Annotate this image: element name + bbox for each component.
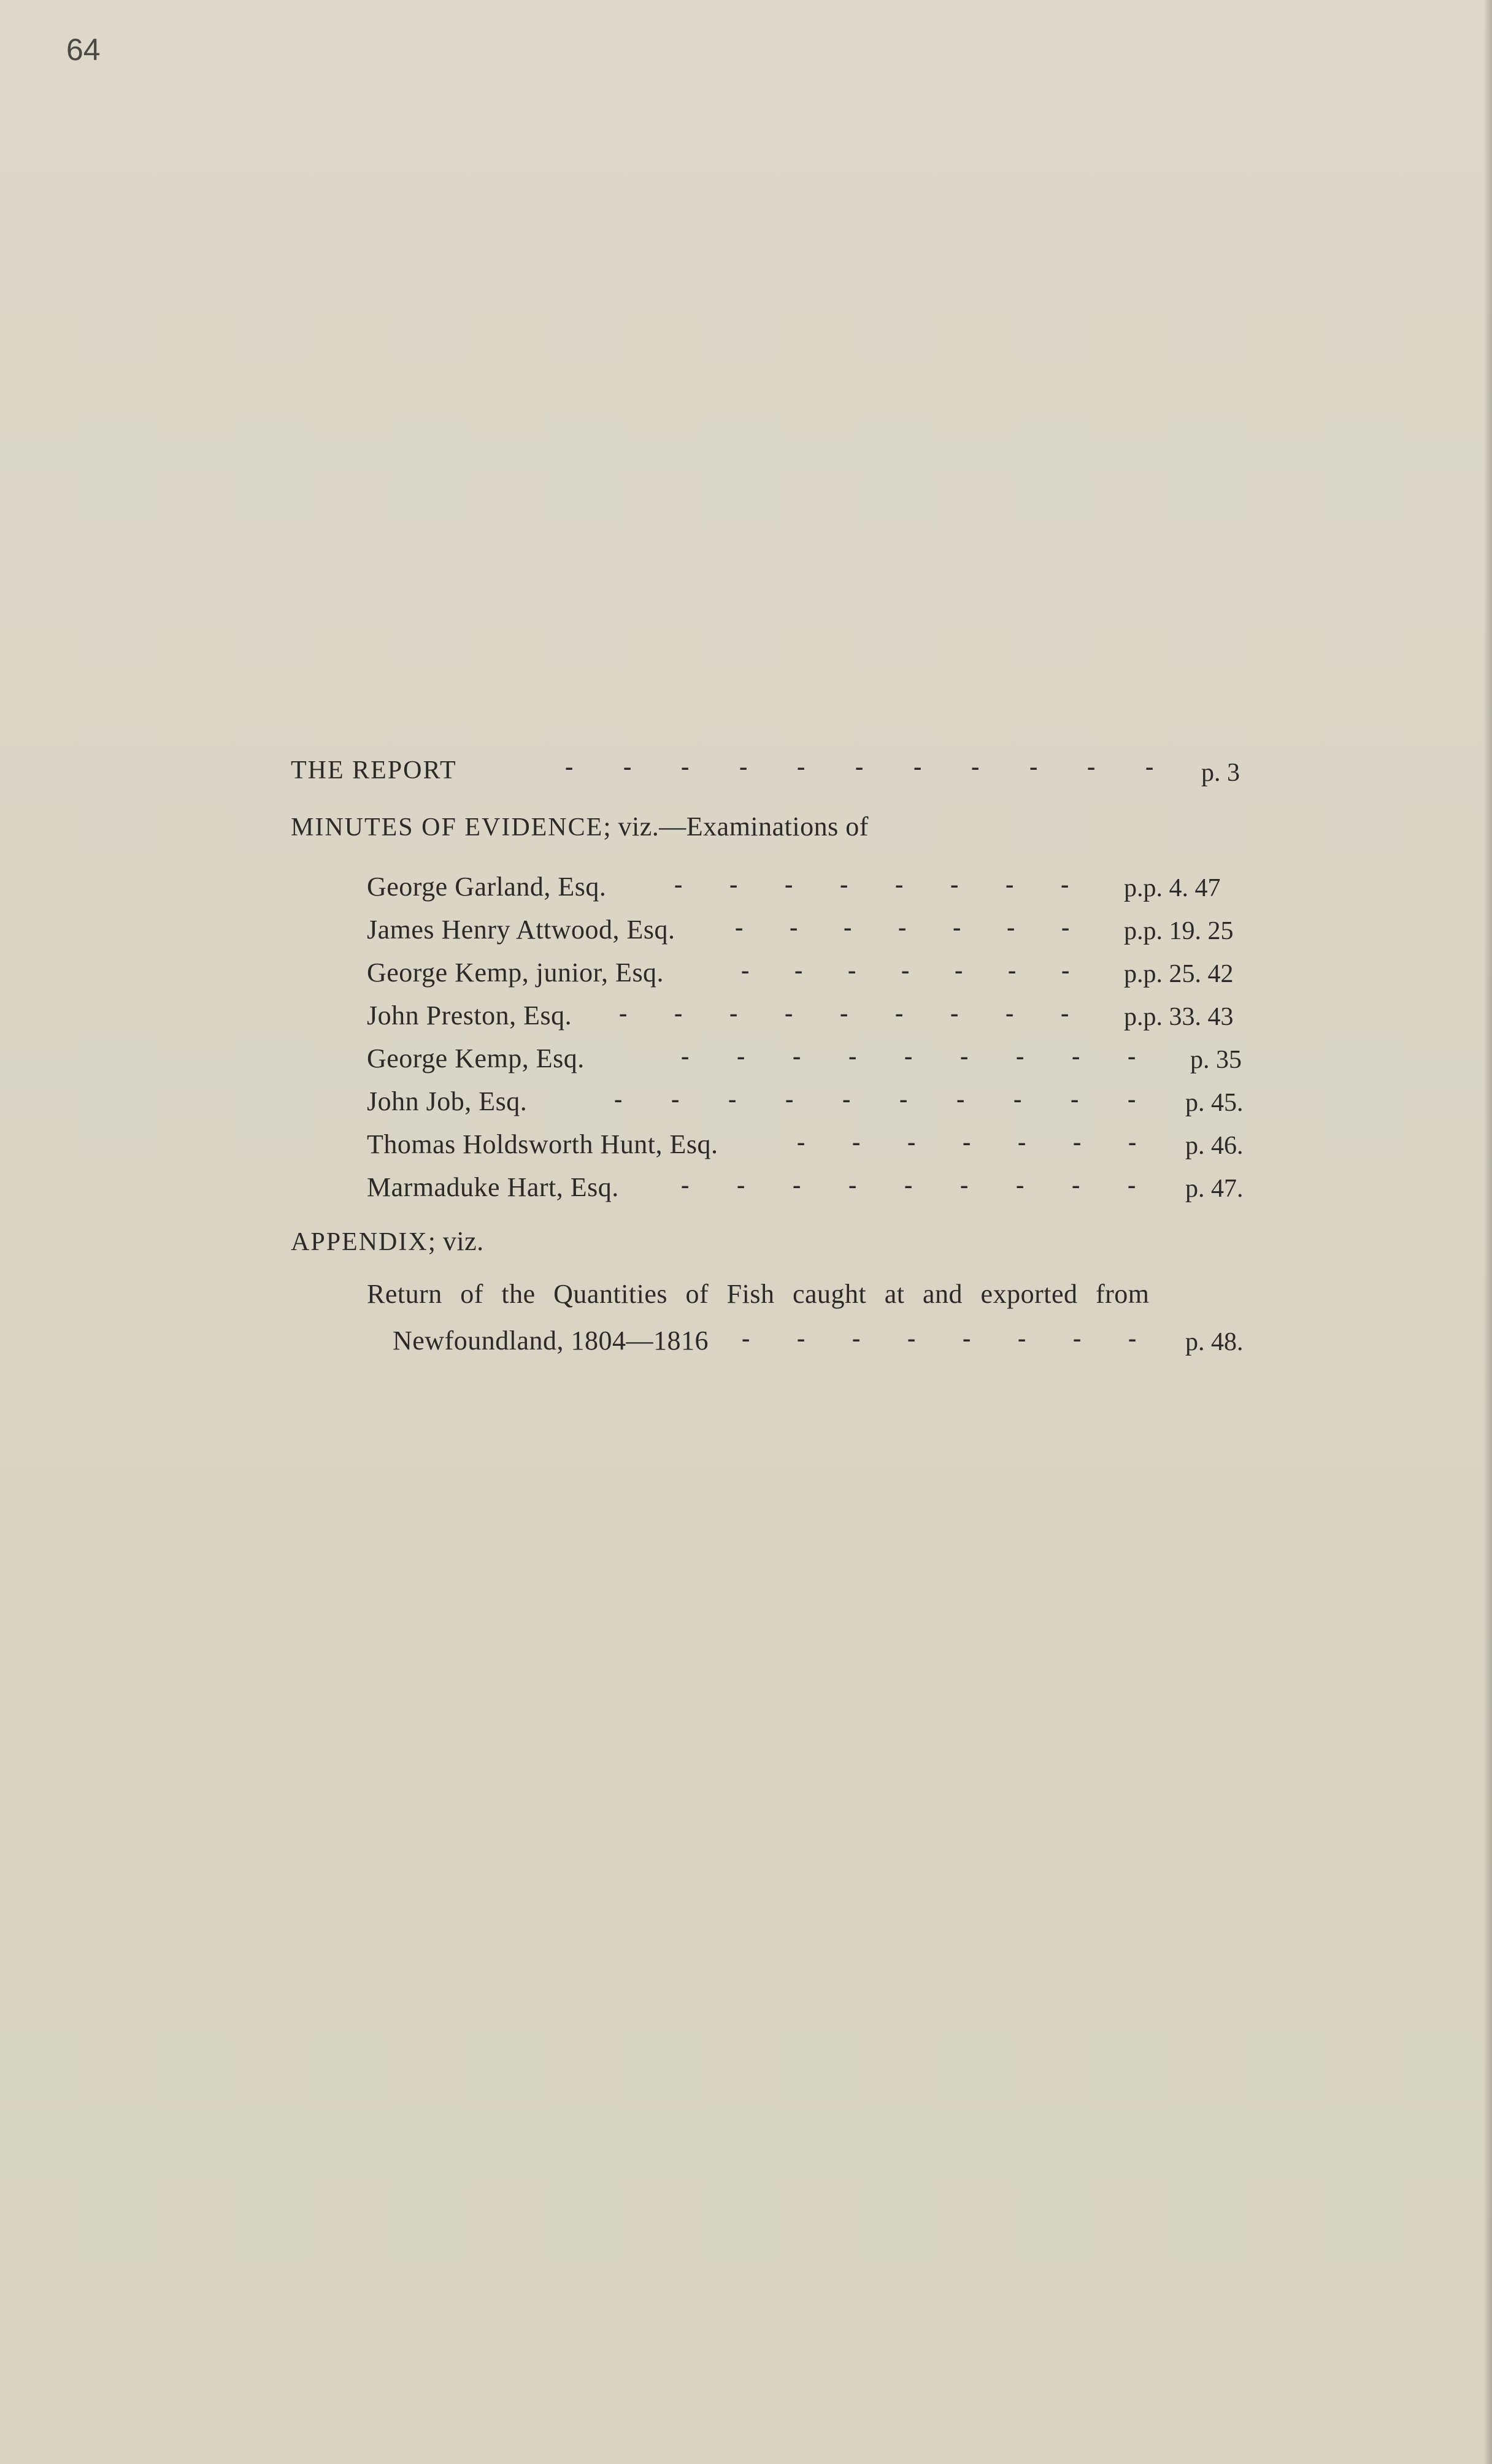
- leader-dot: -: [1128, 1324, 1137, 1352]
- leader-dot: -: [1087, 753, 1096, 780]
- leader-dot: -: [674, 999, 683, 1027]
- leader-dot: -: [793, 1171, 801, 1199]
- leader-dot: -: [840, 870, 848, 898]
- leader-dot: -: [1018, 1324, 1026, 1352]
- leader-dot: -: [1072, 1171, 1080, 1199]
- page-edge-shadow: [1483, 0, 1492, 2464]
- leader-dot: -: [1016, 1042, 1025, 1070]
- witness-name: George Kemp, junior, Esq.: [367, 958, 664, 988]
- leader-dots: [773, 1127, 1159, 1158]
- toc-entry-appendix: [291, 1226, 484, 1257]
- leader-dot: -: [950, 999, 959, 1027]
- leader-dot: -: [840, 999, 848, 1027]
- leader-dot: -: [681, 1171, 690, 1199]
- witness-name: John Preston, Esq.: [367, 1000, 572, 1031]
- leader-dot: -: [898, 913, 907, 941]
- toc-entry-witness: [367, 1172, 619, 1203]
- leader-dot: -: [848, 1042, 857, 1070]
- leader-dot: -: [614, 1085, 623, 1113]
- leader-dot: -: [1128, 1128, 1137, 1156]
- minutes-suffix: ; viz.—Examinations of: [603, 812, 869, 842]
- witness-name: Thomas Holdsworth Hunt, Esq.: [367, 1129, 718, 1159]
- leader-dot: -: [797, 1128, 806, 1156]
- leader-dots: [656, 1170, 1159, 1201]
- leader-dot: -: [904, 1042, 913, 1070]
- toc-entry-witness: [367, 1043, 585, 1074]
- leader-dot: -: [1061, 913, 1070, 941]
- leader-dots: [718, 956, 1092, 986]
- leader-dot: -: [1006, 870, 1014, 898]
- leader-dot: -: [955, 956, 963, 984]
- leader-dot: -: [1128, 1085, 1136, 1113]
- leader-dot: -: [739, 753, 748, 780]
- toc-entry-witness: [367, 1000, 572, 1031]
- witness-page-ref: p.p. 33. 43: [1124, 1003, 1234, 1031]
- leader-dot: -: [899, 1085, 908, 1113]
- leader-dot: -: [1008, 956, 1017, 984]
- leader-dot: -: [1013, 1085, 1022, 1113]
- leader-dot: -: [956, 1085, 965, 1113]
- toc-entry-witness: [367, 871, 606, 902]
- leader-dot: -: [1072, 1042, 1080, 1070]
- leader-dot: -: [1018, 1128, 1026, 1156]
- leader-dots: [650, 870, 1092, 900]
- leader-dot: -: [842, 1085, 851, 1113]
- toc-entry-witness: [367, 1129, 718, 1160]
- page-number: 64: [66, 33, 101, 67]
- leader-dot: -: [1071, 1085, 1079, 1113]
- leader-dot: -: [950, 870, 959, 898]
- leader-dot: -: [895, 999, 904, 1027]
- witness-page-ref: p.p. 25. 42: [1124, 960, 1234, 988]
- report-page-ref: p. 3: [1201, 759, 1240, 787]
- leader-dot: -: [674, 870, 683, 898]
- toc-entry-report: [291, 756, 457, 785]
- witness-name: Marmaduke Hart, Esq.: [367, 1172, 619, 1202]
- leader-dot: -: [565, 753, 574, 780]
- toc-entry-witness: [367, 914, 675, 945]
- leader-dots: [589, 1084, 1159, 1115]
- minutes-label: MINUTES OF EVIDENCE: [291, 813, 604, 842]
- appendix-return-line-1: [367, 1278, 1164, 1310]
- leader-dot: -: [785, 1085, 794, 1113]
- leader-dot: -: [1145, 753, 1154, 780]
- leader-dot: -: [681, 753, 690, 780]
- leader-dot: -: [1016, 1171, 1025, 1199]
- leader-dot: -: [1073, 1324, 1082, 1352]
- leader-dot: -: [953, 913, 961, 941]
- leader-dot: -: [1006, 999, 1014, 1027]
- leader-dot: -: [619, 999, 628, 1027]
- leader-dot: -: [855, 753, 864, 780]
- leader-dot: -: [623, 753, 632, 780]
- appendix-label: APPENDIX: [291, 1228, 428, 1256]
- leader-dot: -: [852, 1324, 861, 1352]
- leader-dot: -: [1061, 999, 1069, 1027]
- leader-dot: -: [963, 1324, 971, 1352]
- leader-dot: -: [848, 956, 856, 984]
- leader-dot: -: [737, 1171, 745, 1199]
- leader-dot: -: [728, 1085, 737, 1113]
- leader-dot: -: [790, 913, 798, 941]
- leader-dot: -: [963, 1128, 971, 1156]
- leader-dot: -: [1007, 913, 1015, 941]
- witness-name: George Garland, Esq.: [367, 872, 607, 902]
- witness-name: James Henry Attwood, Esq.: [367, 915, 675, 945]
- witness-page-ref: p.p. 4. 47: [1124, 874, 1221, 902]
- leader-dot: -: [901, 956, 910, 984]
- leader-dot: -: [797, 1324, 806, 1352]
- leader-dot: -: [904, 1171, 913, 1199]
- leader-dot: -: [741, 956, 750, 984]
- leader-dot: -: [1061, 956, 1070, 984]
- leader-dot: -: [1029, 753, 1038, 780]
- leader-dot: -: [1073, 1128, 1082, 1156]
- leader-dot: -: [729, 999, 738, 1027]
- leader-dot: -: [907, 1324, 916, 1352]
- appendix-return-text-2: Newfoundland, 1804—1816: [393, 1326, 709, 1356]
- leader-dot: -: [895, 870, 904, 898]
- leader-dot: -: [960, 1042, 969, 1070]
- leader-dot: -: [742, 1324, 750, 1352]
- witness-page-ref: p. 35: [1190, 1046, 1242, 1074]
- leader-dot: -: [913, 753, 922, 780]
- toc-entry-witness: [367, 957, 664, 988]
- witness-name: John Job, Esq.: [367, 1086, 528, 1116]
- leader-dot: -: [785, 999, 793, 1027]
- leader-dot: -: [797, 753, 806, 780]
- witness-page-ref: p. 45.: [1185, 1089, 1244, 1117]
- leader-dot: -: [971, 753, 980, 780]
- leader-dot: -: [785, 870, 793, 898]
- witness-name: George Kemp, Esq.: [367, 1043, 585, 1073]
- leader-dot: -: [1061, 870, 1069, 898]
- appendix-page-ref: p. 48.: [1185, 1328, 1244, 1356]
- witness-page-ref: p.p. 19. 25: [1124, 917, 1234, 945]
- leader-dot: -: [1128, 1171, 1136, 1199]
- appendix-return-text: Return of the Quantities of Fish caught at and exported from: [367, 1279, 1150, 1309]
- leader-dot: -: [960, 1171, 969, 1199]
- leader-dots: [656, 1042, 1159, 1072]
- leader-dot: -: [671, 1085, 680, 1113]
- report-label: THE REPORT: [291, 756, 457, 785]
- leader-dot: -: [793, 1042, 801, 1070]
- leader-dot: -: [848, 1171, 857, 1199]
- witness-page-ref: p. 47.: [1185, 1175, 1244, 1203]
- witness-page-ref: p. 46.: [1185, 1132, 1244, 1160]
- leader-dot: -: [737, 1042, 745, 1070]
- appendix-suffix: ; viz.: [428, 1226, 484, 1256]
- leader-dot: -: [729, 870, 738, 898]
- leader-dots: [718, 1324, 1159, 1354]
- appendix-return-line-2: [393, 1325, 709, 1356]
- leader-dots: [540, 752, 1178, 783]
- toc-entry-witness: [367, 1086, 527, 1117]
- leader-dot: -: [1128, 1042, 1136, 1070]
- leader-dots: [712, 913, 1092, 943]
- toc-entry-minutes: [291, 811, 869, 842]
- leader-dots: [595, 999, 1092, 1029]
- leader-dot: -: [852, 1128, 861, 1156]
- leader-dot: -: [735, 913, 744, 941]
- leader-dot: -: [794, 956, 803, 984]
- leader-dot: -: [681, 1042, 690, 1070]
- leader-dot: -: [907, 1128, 916, 1156]
- leader-dot: -: [844, 913, 852, 941]
